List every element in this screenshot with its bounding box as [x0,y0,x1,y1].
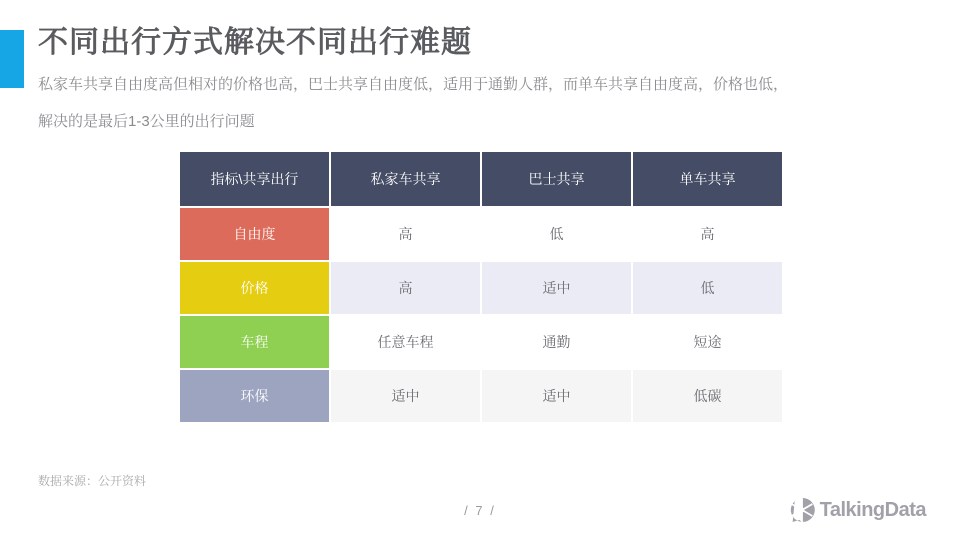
table-cell: 适中 [331,370,480,422]
table-cell: 低碳 [633,370,782,422]
table-cell: 通勤 [482,316,631,368]
row-label-eco: 环保 [180,370,329,422]
table-cell: 适中 [482,262,631,314]
talkingdata-logo [789,497,926,523]
header-cell-private-car: 私家车共享 [331,152,480,206]
table-cell: 低 [482,208,631,260]
subtitle-line-1: 私家车共享自由度高但相对的价格也高，巴士共享自由度低，适用于通勤人群，而单车共享自由度高，价格也低， [38,76,789,93]
table-cell: 适中 [482,370,631,422]
table-cell: 低 [633,262,782,314]
header-cell-indicator: 指标\共享出行 [180,152,329,206]
slide-title: 不同出行方式解决不同出行难题 [38,26,472,59]
table-cell: 高 [633,208,782,260]
row-label-price: 价格 [180,262,329,314]
table-cell: 任意车程 [331,316,480,368]
slide-subtitle [38,66,918,140]
title-accent-bar [0,30,24,88]
subtitle-line-2: 解决的是最后1-3公里的出行问题 [38,113,255,130]
talkingdata-aperture-icon [789,497,815,523]
header-cell-bike: 单车共享 [633,152,782,206]
table-cell: 高 [331,208,480,260]
talkingdata-logo-text: TalkingData [819,498,926,521]
table-cell: 高 [331,262,480,314]
data-source-note: 数据来源：公开资料 [38,474,147,488]
comparison-table [180,152,782,422]
header-cell-bus: 巴士共享 [482,152,631,206]
table-cell: 短途 [633,316,782,368]
page-number: / 7 / [464,503,496,518]
row-label-freedom: 自由度 [180,208,329,260]
row-label-trip-range: 车程 [180,316,329,368]
